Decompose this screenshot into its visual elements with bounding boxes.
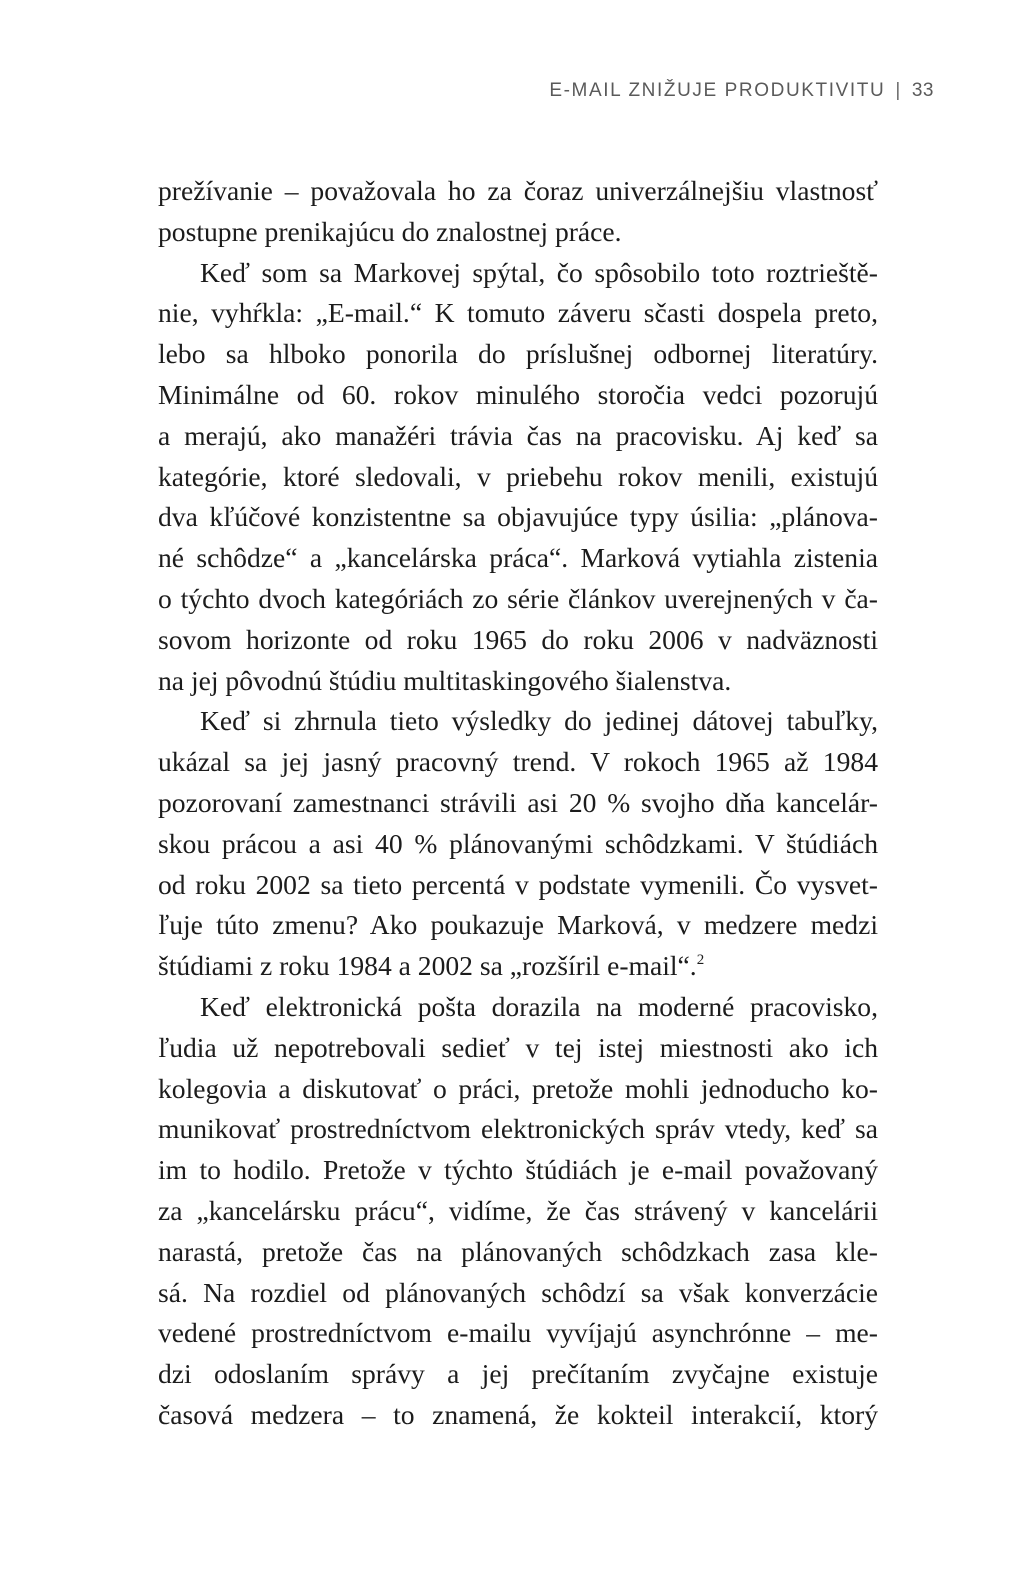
text-line: munikovať prostredníctvom elektronických správ vtedy, keď sa: [158, 1113, 878, 1145]
chapter-title: E-MAIL ZNIŽUJE PRODUKTIVITU: [549, 80, 886, 101]
text-line: lebo sa hlboko ponorila do príslušnej odbornej literatúry.: [158, 338, 878, 370]
text-line-with-footnote: [158, 946, 878, 987]
text-line: im to hodilo. Pretože v týchto štúdiách je e-mail považovaný: [158, 1154, 878, 1186]
text-line: prežívanie – považovala ho za čoraz univerzálnejšiu vlastnosť: [158, 175, 878, 206]
text-line: za „kancelársku prácu“, vidíme, že čas strávený v kancelárii: [158, 1194, 878, 1226]
text-line: o týchto dvoch kategóriách zo série článkov uverejnených v ča-: [158, 582, 878, 614]
text-line: na jej pôvodnú štúdiu multitaskingového šialenstva.: [158, 664, 732, 696]
text-line: skou prácou a asi 40 % plánovanými schôdzkami. V štúdiách: [158, 827, 878, 859]
text-line: ľudia už nepotrebovali sedieť v tej istej miestnosti ako ich: [158, 1031, 878, 1063]
text-line: kolegovia a diskutovať o práci, pretože mohli jednoducho ko-: [158, 1072, 878, 1104]
text-line: postupne prenikajúcu do znalostnej práce.: [158, 215, 622, 247]
body-text: [158, 171, 878, 1436]
text-line: né schôdze“ a „kancelárska práca“. Marková vytiahla zistenia: [158, 542, 878, 574]
text-line: časová medzera – to znamená, že kokteil interakcií, ktorý: [158, 1398, 878, 1430]
text-line: kategórie, ktoré sledovali, v priebehu rokov menili, existujú: [158, 460, 878, 492]
text-line: Keď elektronická pošta dorazila na moderné pracovisko,: [200, 990, 878, 1022]
text-line: nie, vyhŕkla: „E-mail.“ K tomuto záveru sčasti dospela preto,: [158, 297, 878, 329]
text-line: dzi odoslaním správy a jej prečítaním zvyčajne existuje: [158, 1358, 878, 1390]
text-line: dva kľúčové konzistentne sa objavujúce typy úsilia: „plánova-: [158, 501, 878, 533]
text-line: Keď si zhrnula tieto výsledky do jedinej dátovej tabuľky,: [200, 705, 878, 737]
text-line: ukázal sa jej jasný pracovný trend. V rokoch 1965 až 1984: [158, 746, 878, 778]
text-line: štúdiami z roku 1984 a 2002 sa „rozšíril e-mail“.: [158, 950, 697, 982]
text-line: ľuje túto zmenu? Ako poukazuje Marková, v medzere medzi: [158, 909, 878, 941]
text-line: od roku 2002 sa tieto percentá v podstate vymenili. Čo vysvet-: [158, 868, 878, 900]
text-line: Minimálne od 60. rokov minulého storočia vedci pozorujú: [158, 378, 878, 410]
text-line: narastá, pretože čas na plánovaných schôdzkach zasa kle-: [158, 1235, 878, 1267]
text-line: sá. Na rozdiel od plánovaných schôdzí sa však konverzácie: [158, 1276, 878, 1308]
running-header: [549, 80, 934, 102]
text-line: a merajú, ako manažéri trávia čas na pracovisku. Aj keď sa: [158, 419, 878, 451]
header-separator: |: [895, 80, 902, 101]
page-number: 33: [911, 80, 934, 101]
text-line: pozorovaní zamestnanci strávili asi 20 % svojho dňa kancelár-: [158, 786, 878, 818]
text-line: Keď som sa Markovej spýtal, čo spôsobilo toto roztrieště-: [200, 256, 878, 288]
text-line: sovom horizonte od roku 1965 do roku 2006 v nadväznosti: [158, 623, 878, 655]
text-line: vedené prostredníctvom e-mailu vyvíjajú asynchrónne – me-: [158, 1317, 878, 1349]
footnote-reference[interactable]: 2: [696, 952, 705, 969]
